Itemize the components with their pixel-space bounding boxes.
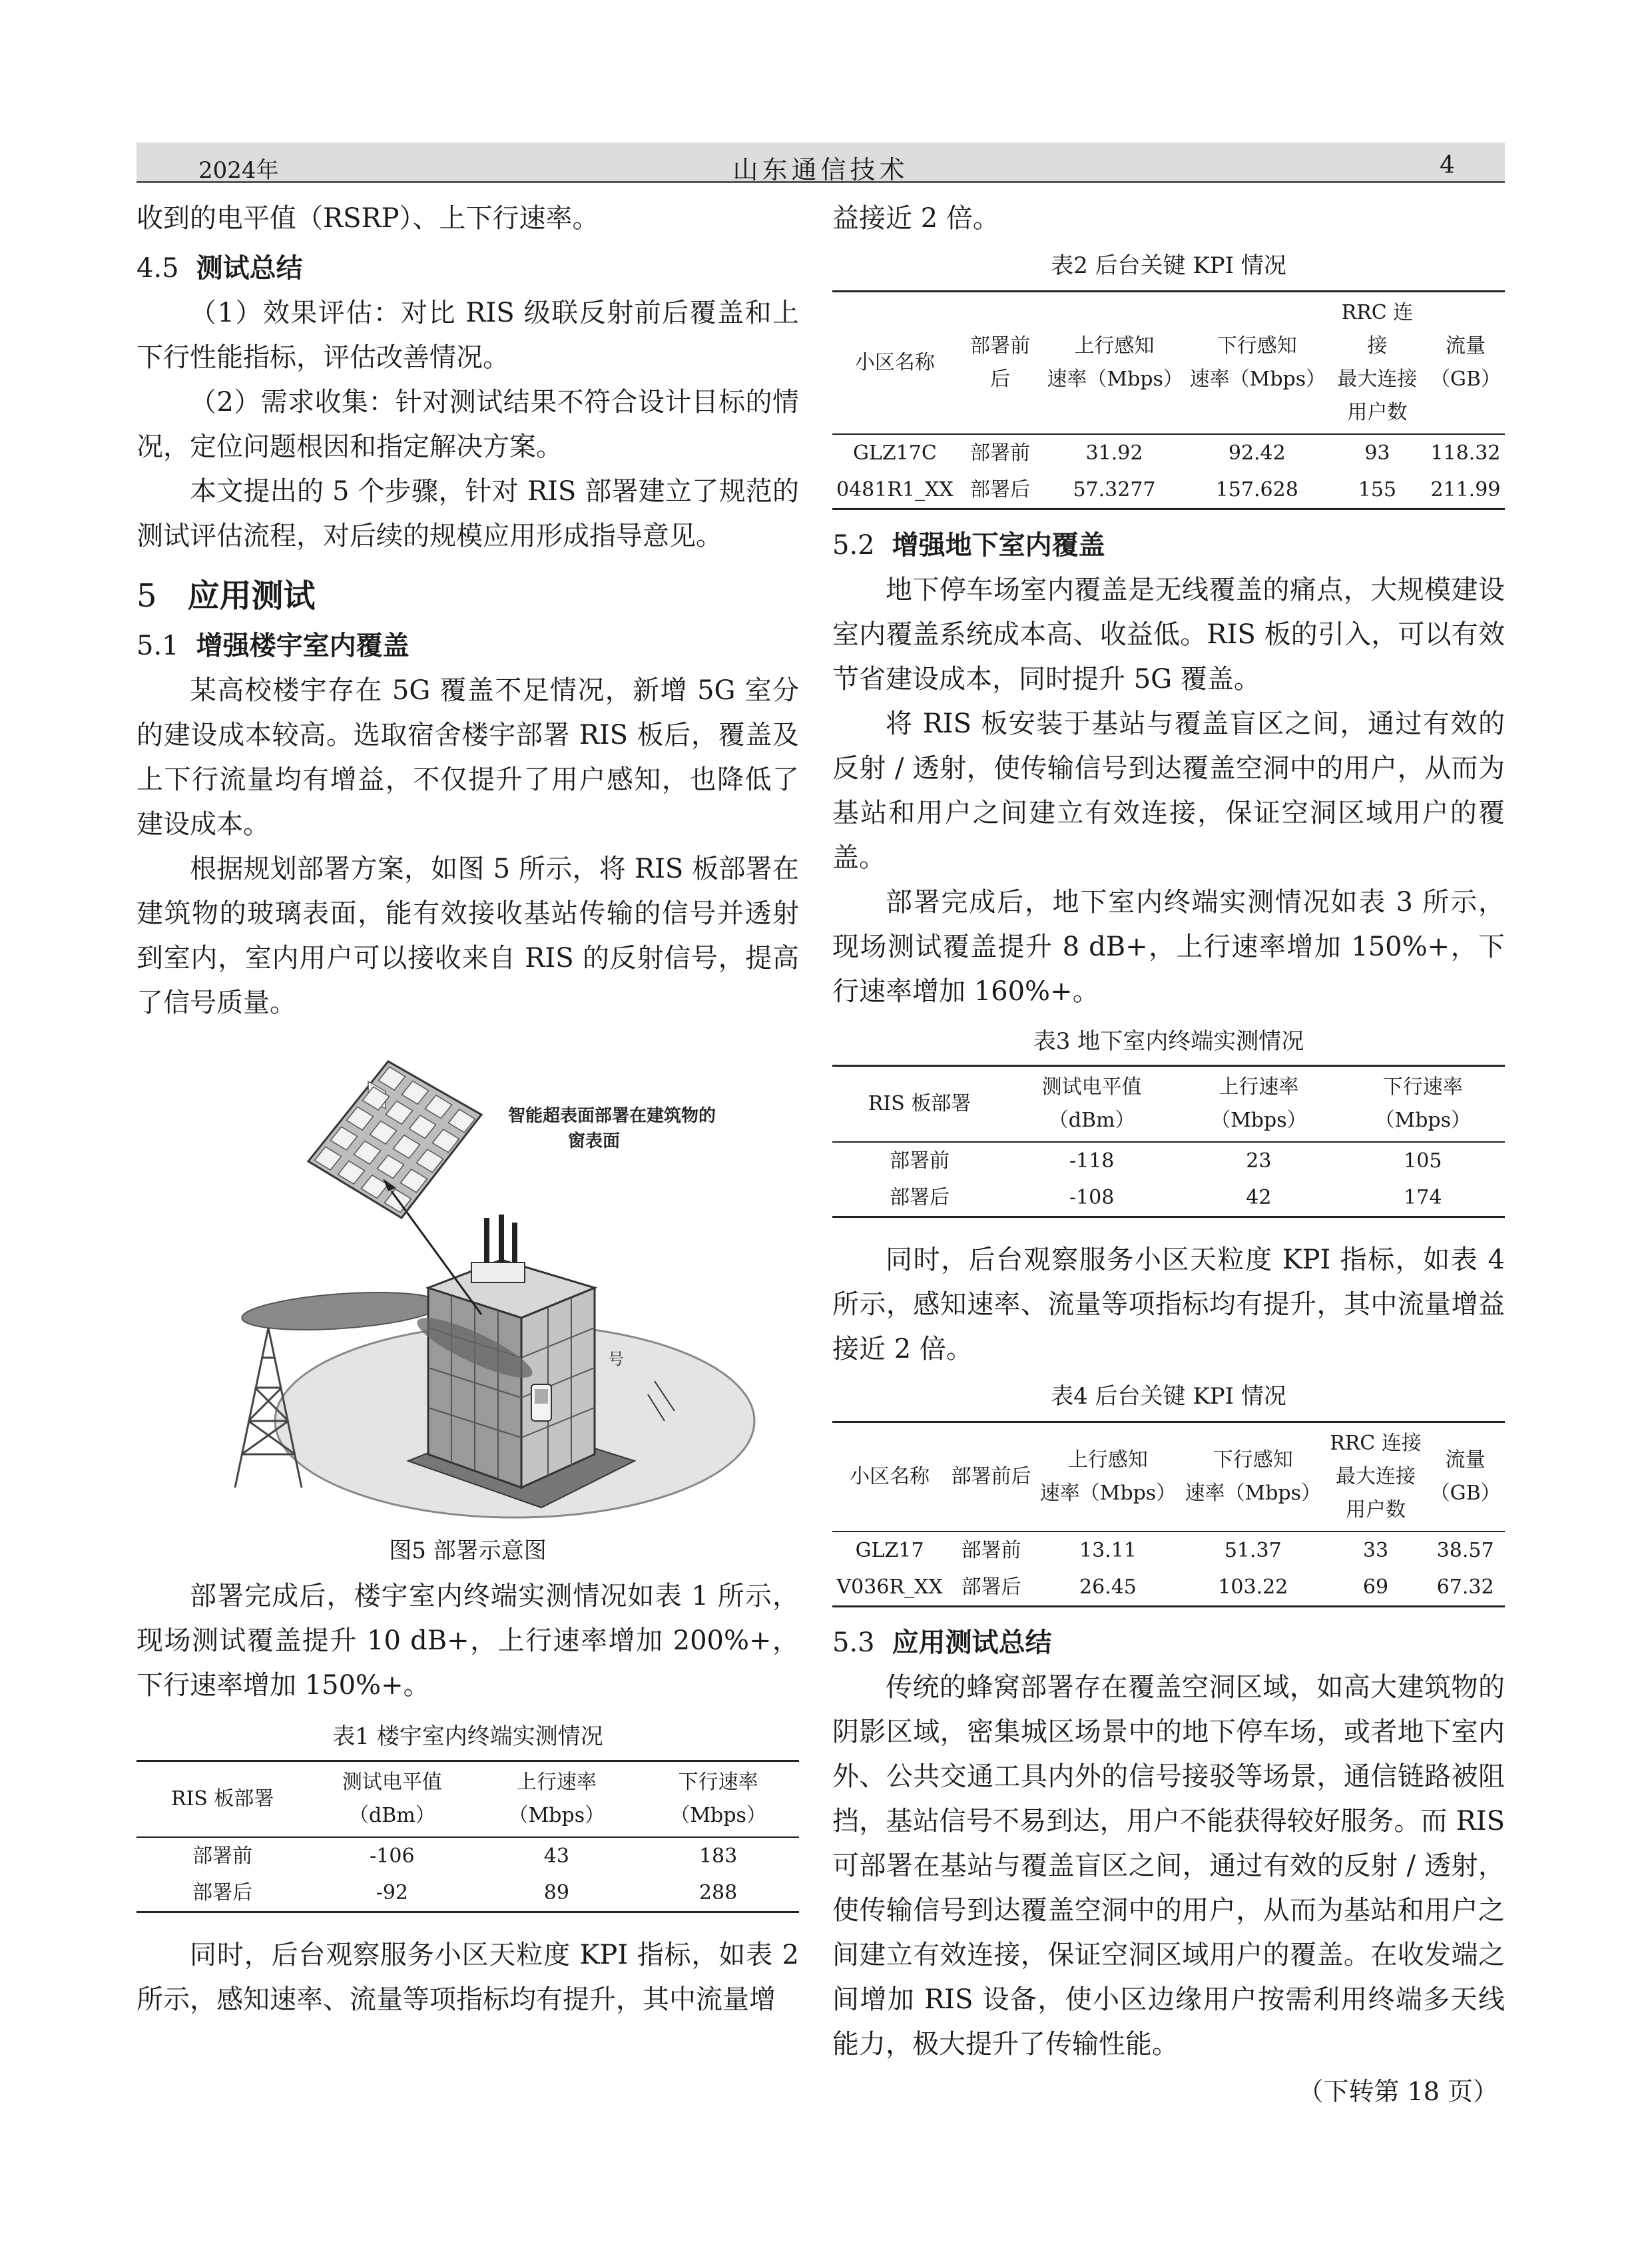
figure-5-caption: 图5 部署示意图 [389,1538,547,1564]
section-heading-4-5: 4.5 测试总结 [137,253,303,284]
table-row: 部署后 -108 42 174 [890,1186,1442,1209]
table-header-cell: RIS 板部署 [868,1092,971,1115]
paragraph: （2）需求收集：针对测试结果不符合设计目标的情况，定位问题根因和指定解决方案。 [137,387,799,462]
paragraph: 将 RIS 板安装于基站与覆盖盲区之间，通过有效的反射 / 透射，使传输信号到达覆盖空洞中的用户，从而为基站和用户之间建立有效连接，保证空洞区域用户的覆盖。 [832,708,1505,873]
header-year: 2024年 [198,157,279,184]
table-header-row [137,1761,799,1838]
paragraph: 益接近 2 倍。 [832,203,999,234]
continued-note: （下转第 18 页） [1298,2077,1498,2106]
page-header [137,142,1505,183]
table-header-cell: 上行感知 速率（Mbps） [1039,1448,1177,1505]
paragraph: 部署完成后，地下室内终端实测情况如表 3 所示，现场测试覆盖提升 8 dB+，上行速率增加 150%+，下行速率增加 160%+。 [832,887,1505,1007]
table-header-row [832,1422,1505,1532]
table-header-cell: 上行速率 （Mbps） [1211,1075,1307,1132]
section-heading-5-3: 5.3 应用测试总结 [832,1627,1052,1658]
table-header-row [832,292,1505,435]
table-header-cell: 小区名称 [854,351,935,374]
table-row: 部署后 -92 89 288 [192,1881,738,1904]
paragraph: 地下停车场室内覆盖是无线覆盖的痛点，大规模建设室内覆盖系统成本高、收益低。RIS 板的引入，可以有效节省建设成本，同时提升 5G 覆盖。 [832,575,1505,695]
figure-label-side: 号 [607,1350,624,1368]
table-header-cell: 下行感知 速率（Mbps） [1185,1448,1322,1505]
table-header-cell: 上行速率 （Mbps） [508,1771,605,1827]
table-header-cell: 测试电平值 （dBm） [1041,1075,1142,1132]
paragraph: 收到的电平值（RSRP）、上下行速率。 [137,203,599,234]
section-heading-5: 5 应用测试 [137,577,316,615]
section-heading-5-2: 5.2 增强地下室内覆盖 [832,530,1105,561]
table-row: GLZ17C 部署前 31.92 92.42 93 118.32 [852,441,1501,465]
table-row: GLZ17 部署前 13.11 51.37 33 38.57 [855,1539,1494,1562]
table-3-caption: 表3 地下室内终端实测情况 [1033,1028,1304,1055]
paragraph: 同时，后台观察服务小区天粒度 KPI 指标，如表 2 所示，感知速率、流量等项指标均有提升，其中流量增 [137,1940,799,2015]
paragraph: 根据规划部署方案，如图 5 所示，将 RIS 板部署在建筑物的玻璃表面，能有效接收基站传输的信号并透射到室内，室内用户可以接收来自 RIS 的反射信号，提高了信号质量。 [137,854,799,1018]
paragraph: 同时，后台观察服务小区天粒度 KPI 指标，如表 4 所示，感知速率、流量等项指标均有提升，其中流量增益接近 2 倍。 [832,1245,1505,1364]
table-header-cell: RIS 板部署 [170,1787,274,1811]
table-1-caption: 表1 楼宇室内终端实测情况 [332,1723,603,1750]
table-header-cell: RRC 连接 最大连接 用户数 [1330,1432,1422,1522]
table-header-cell: 测试电平值 （dBm） [342,1771,442,1827]
header-page-number: 4 [1440,152,1455,179]
right-column [832,196,1505,2114]
left-column [137,196,799,2022]
paragraph: （1）效果评估：对比 RIS 级联反射前后覆盖和上下行性能指标，评估改善情况。 [137,298,799,373]
table-header-cell: 流量 （GB） [1430,1448,1501,1505]
paragraph: 部署完成后，楼宇室内终端实测情况如表 1 所示，现场测试覆盖提升 10 dB+，上行速率增加 200%+，下行速率增加 150%+。 [137,1581,799,1701]
figure-label-line2: 窗表面 [567,1131,620,1151]
table-2 [832,290,1505,510]
header-journal: 山东通信技术 [732,155,909,184]
deployment-illustration [168,1048,768,1528]
table-header-cell: 下行速率 （Mbps） [1374,1075,1472,1132]
table-header-cell: 部署前后 [970,334,1031,391]
table-3 [832,1065,1505,1218]
table-header-cell: 上行感知 速率（Mbps） [1047,334,1183,391]
table-4-caption: 表4 后台关键 KPI 情况 [1051,1383,1286,1410]
table-header-cell: 下行感知 速率（Mbps） [1189,334,1326,391]
section-heading-5-1: 5.1 增强楼宇室内覆盖 [137,631,410,661]
table-header-cell: 流量 （GB） [1430,334,1501,391]
table-4 [832,1421,1505,1607]
table-row: 部署前 -106 43 183 [192,1844,738,1868]
figure-label-line1: 智能超表面部署在建筑物的 [507,1106,716,1126]
figure-5-deployment-diagram [168,1048,768,1528]
table-header-cell: 下行速率 （Mbps） [670,1771,766,1827]
table-header-cell: 部署前后 [951,1465,1031,1488]
table-row: 部署前 -118 23 105 [890,1149,1442,1173]
table-2-caption: 表2 后台关键 KPI 情况 [1051,252,1286,279]
table-header-cell: 小区名称 [850,1465,930,1488]
table-row: 0481R1_XX 部署后 57.3277 157.628 155 211.99 [836,478,1501,501]
table-header-row [832,1066,1505,1143]
paragraph: 本文提出的 5 个步骤，针对 RIS 部署建立了规范的测试评估流程，对后续的规模应用形成指导意见。 [137,476,799,551]
table-header-cell: RRC 连接 最大连接 用户数 [1337,301,1418,424]
table-row: V036R_XX 部署后 26.45 103.22 69 67.32 [836,1575,1494,1599]
paragraph: 某高校楼宇存在 5G 覆盖不足情况，新增 5G 室分的建设成本较高。选取宿舍楼宇部署 RIS 板后，覆盖及上下行流量均有增益，不仅提升了用户感知，也降低了建设成本。 [137,675,799,840]
table-1 [137,1760,799,1913]
paragraph: 传统的蜂窝部署存在覆盖空洞区域，如高大建筑物的阴影区域，密集城区场景中的地下停车场，或者地下室内外、公共交通工具内外的信号接驳等场景，通信链路被阻挡，基站信号不易到达，用户不能获得较好服务。而 RIS 可部署在基站与覆盖盲区之间，通过有效的反射 / 透射，使传输信号到达覆盖空洞中的用户，从而为基站和用户之间建立有效连接，保证空洞区域用户的覆盖。在收发端之间增加 RIS 设备，使小区边缘用户按需利用终端多天线能力，极大提升了传输性能。 [832,1672,1505,2060]
